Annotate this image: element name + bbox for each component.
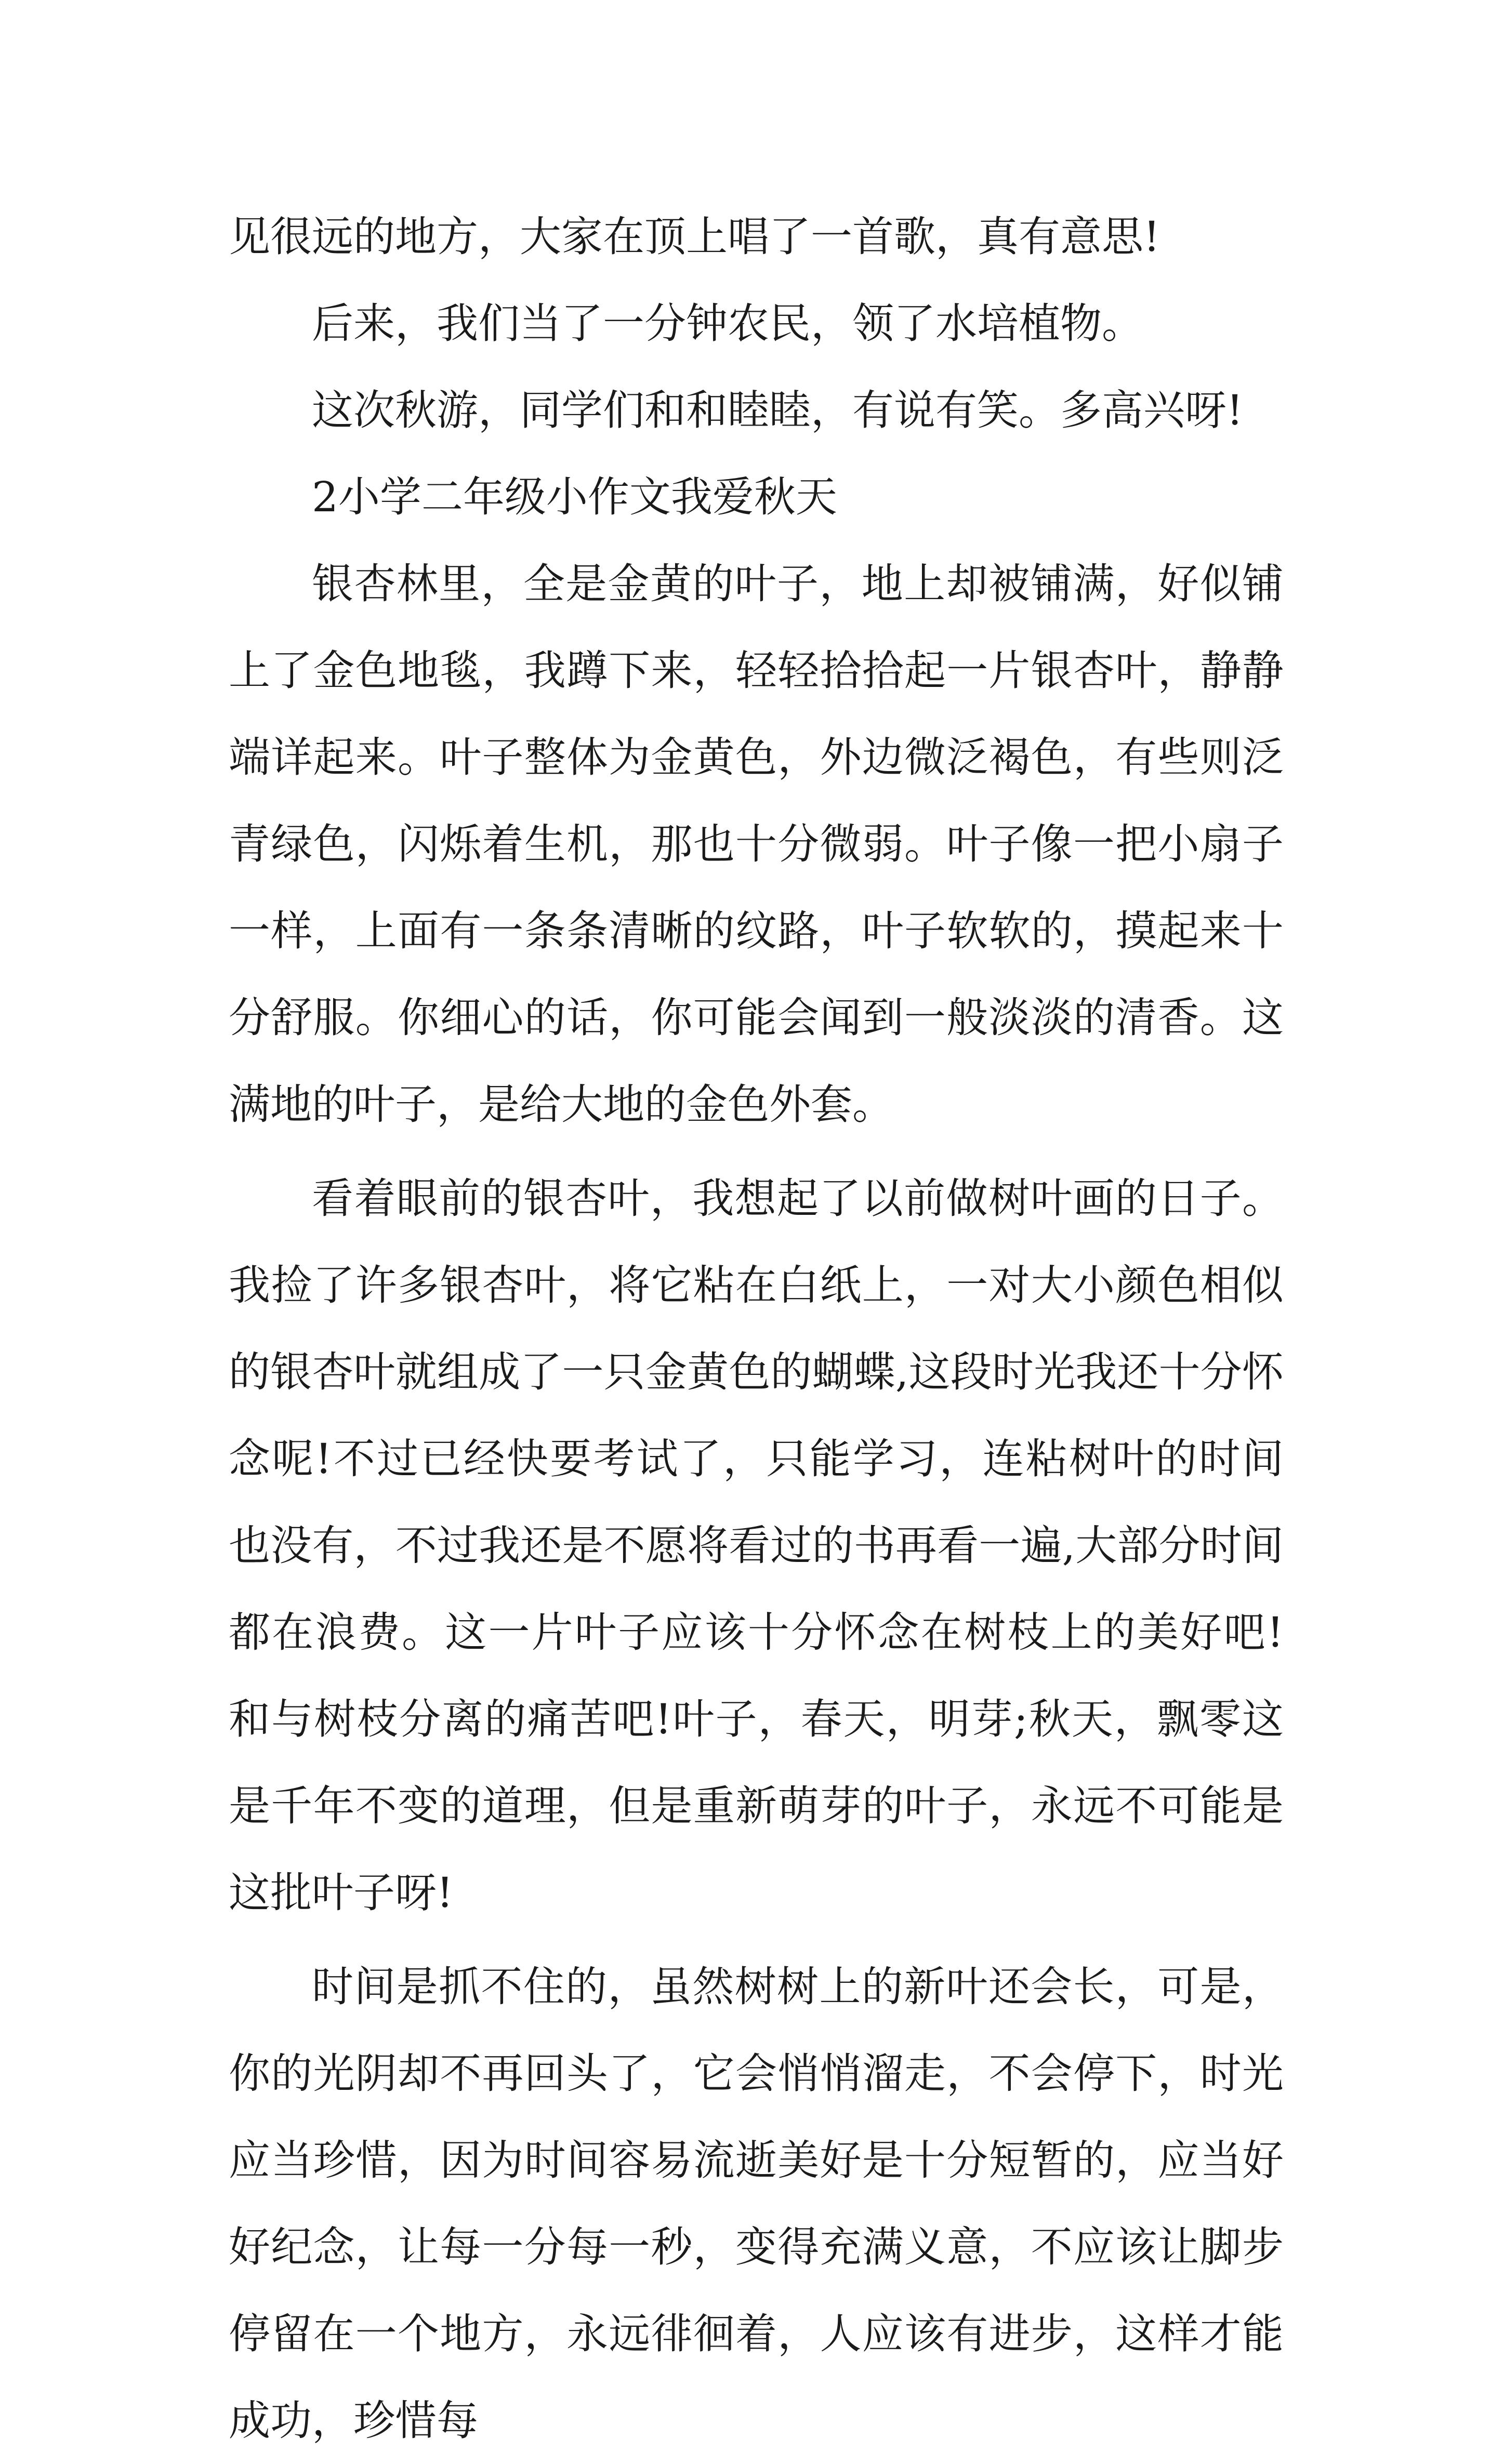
paragraph-time: 时间是抓不住的，虽然树树上的新叶还会长，可是，你的光阴却不再回头了，它会悄悄溜走，不会停下，时光应当珍惜，因为时间容易流逝美好是十分短暂的，应当好好纪念，让每一分每一秒，变得充满义意，不应该让脚步停留在一个地方，永远徘徊着，人应该有进步，这样才能成功，珍惜每 (229, 1963, 1284, 2445)
essay-heading: 2小学二年级小作文我爱秋天 (312, 473, 837, 521)
paragraph-farmer: 后来，我们当了一分钟农民，领了水培植物。 (312, 299, 1143, 348)
paragraph-continuation: 见很远的地方，大家在顶上唱了一首歌，真有意思! (229, 213, 1160, 261)
paragraph-outing: 这次秋游，同学们和和睦睦，有说有笑。多高兴呀! (312, 386, 1244, 434)
paragraph-leaf-painting: 看着眼前的银杏叶，我想起了以前做树叶画的日子。我捡了许多银杏叶，将它粘在白纸上，一对大小颜色相似的银杏叶就组成了一只金黄色的蝴蝶,这段时光我还十分怀念呢!不过已经快要考试了，只能学习，连粘树叶的时间也没有，不过我还是不愿将看过的书再看一遍,大部分时间都在浪费。这一片叶子应该十分怀念在树枝上的美好吧!和与树枝分离的痛苦吧!叶子，春天，明芽;秋天，飘零这是千年不变的道理，但是重新萌芽的叶子，永远不可能是这批叶子呀! (229, 1174, 1284, 1917)
document-body (229, 193, 1284, 2464)
paragraph-ginkgo-forest: 银杏林里，全是金黄的叶子，地上却被铺满，好似铺上了金色地毯，我蹲下来，轻轻拾拾起一片银杏叶，静静端详起来。叶子整体为金黄色，外边微泛褐色，有些则泛青绿色，闪烁着生机，那也十分微弱。叶子像一把小扇子一样，上面有一条条清晰的纹路，叶子软软的，摸起来十分舒服。你细心的话，你可能会闻到一般淡淡的清香。这满地的叶子，是给大地的金色外套。 (229, 560, 1284, 1129)
